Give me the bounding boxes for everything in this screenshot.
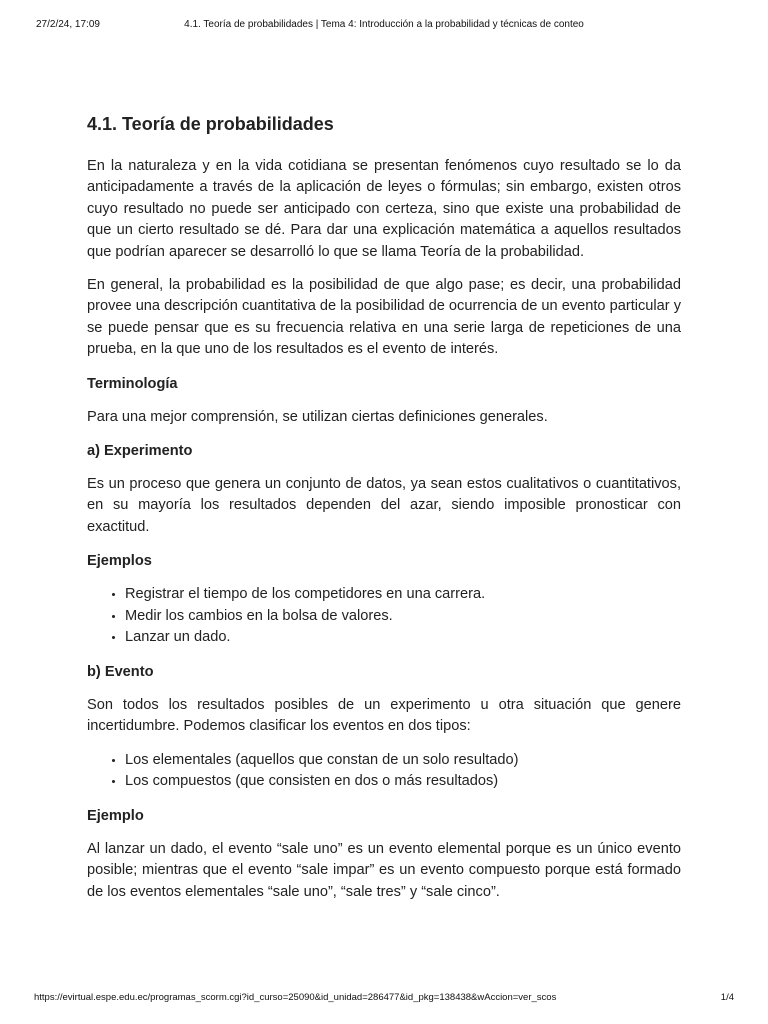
example-paragraph: Al lanzar un dado, el evento “sale uno” es un evento elemental porque es un único evento posible; mientras que el evento “sale impar” es un evento compuesto porque está formado de los eventos elementales “sale uno”, “sale tres” y “sale cinco”. [87, 841, 681, 900]
print-date: 27/2/24, 17:09 [36, 19, 100, 30]
print-page-title: 4.1. Teoría de probabilidades | Tema 4: Introducción a la probabilidad y técnicas de conteo [184, 19, 584, 30]
terminology-heading: Terminología [87, 375, 178, 392]
intro-paragraph-2: En general, la probabilidad es la posibilidad de que algo pase; es decir, una probabilidad provee una descripción cuantitativa de la posibilidad de ocurrencia de un evento particular y se puede pensar que es su frecuencia relativa en una serie larga de repeticiones de una prueba, en la que uno de los resultados es el evento de interés. [87, 277, 681, 358]
experiment-paragraph: Es un proceso que genera un conjunto de datos, ya sean estos cualitativos o cuantitativos, en su mayoría los resultados dependen del azar, siendo imposible pronosticar con exactitud. [87, 476, 681, 535]
article-content [87, 108, 681, 915]
print-header [0, 0, 768, 40]
list-item: • Lanzar un dado. [125, 627, 681, 649]
event-paragraph: Son todos los resultados posibles de un experimento u otra situación que genere incertidumbre. Podemos clasificar los eventos en dos tipos: [87, 697, 681, 735]
list-item: • Registrar el tiempo de los competidores en una carrera. [125, 584, 681, 606]
print-footer [0, 992, 768, 1012]
page-number: 1/4 [720, 992, 734, 1003]
examples-heading: Ejemplos [87, 553, 152, 570]
list-item: • Los compuestos (que consisten en dos o más resultados) [125, 771, 681, 793]
list-item: • Medir los cambios en la bolsa de valores. [125, 606, 681, 628]
example-heading: Ejemplo [87, 808, 144, 825]
print-url: https://evirtual.espe.edu.ec/programas_scorm.cgi?id_curso=25090&id_unidad=286477&id_pkg=138438&wAccion=ver_scos [34, 992, 557, 1003]
examples-list [87, 584, 681, 649]
event-heading: b) Evento [87, 664, 154, 681]
experiment-heading: a) Experimento [87, 443, 193, 460]
intro-paragraph-1: En la naturaleza y en la vida cotidiana se presentan fenómenos cuyo resultado se lo da anticipadamente a través de la aplicación de leyes o fórmulas; sin embargo, existen otros cuyo resultado no puede ser anticipado con certeza, sino que existe una probabilidad de que un cierto resultado se dé. Para dar una explicación matemática a aquellos resultados que podrían aparecer se desarrolló lo que se llama Teoría de la probabilidad. [87, 158, 681, 260]
list-item: • Los elementales (aquellos que constan de un solo resultado) [125, 750, 681, 772]
article-title: 4.1. Teoría de probabilidades [87, 114, 334, 134]
event-types-list [87, 750, 681, 793]
terminology-paragraph: Para una mejor comprensión, se utilizan ciertas definiciones generales. [87, 408, 548, 425]
